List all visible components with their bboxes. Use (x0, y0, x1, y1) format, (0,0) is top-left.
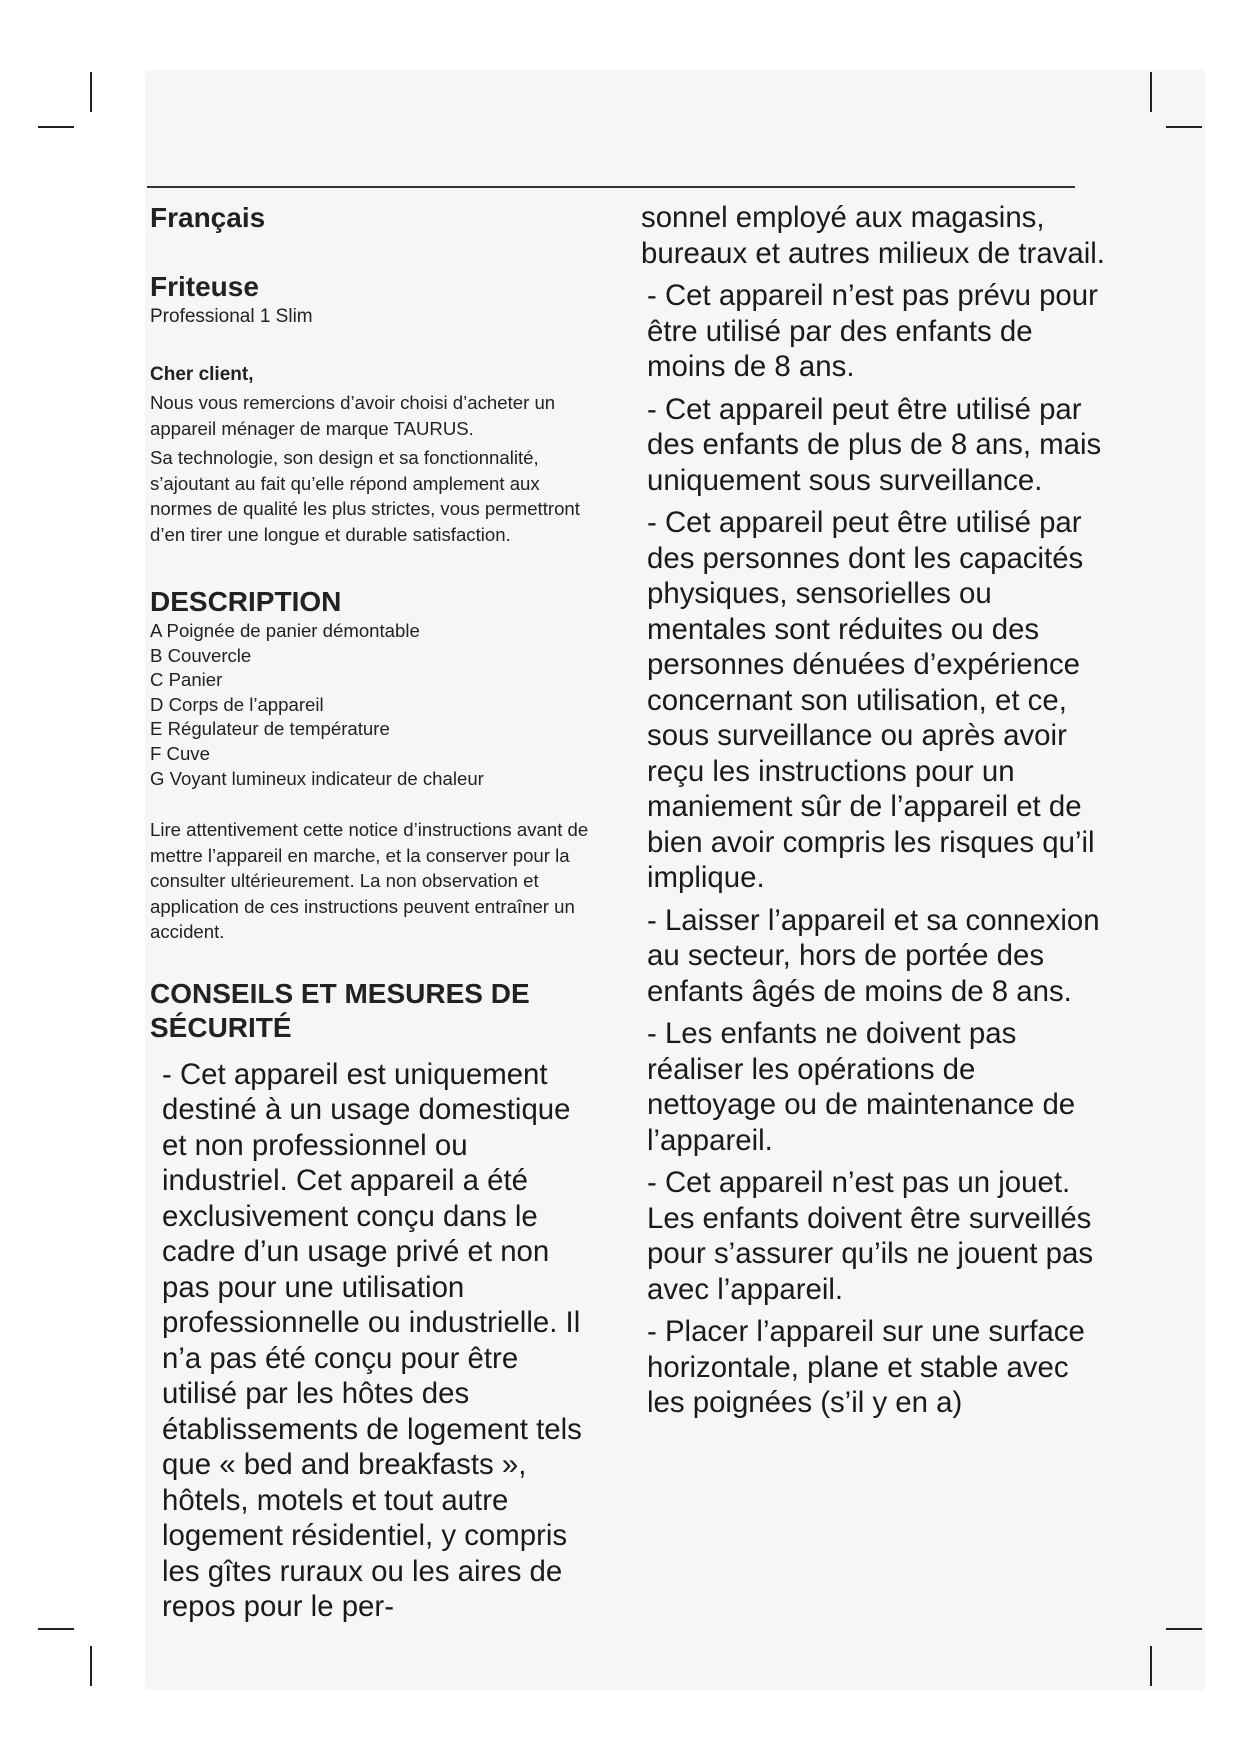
crop-mark-top-left-horizontal (38, 126, 74, 128)
crop-mark-bottom-right-vertical (1150, 1646, 1152, 1686)
safety-item: - Placer l’appareil sur une surface horizontale, plane et stable avec les poignées (s’il y en a) (647, 1315, 1085, 1419)
description-item: G Voyant lumineux indicateur de chaleur (150, 767, 484, 789)
product-model: Professional 1 Slim (150, 306, 313, 327)
crop-mark-top-right-horizontal (1166, 126, 1202, 128)
description-item: A Poignée de panier démontable (150, 620, 420, 641)
description-heading: DESCRIPTION (150, 586, 342, 617)
product-title: Friteuse (150, 271, 259, 302)
safety-item: - Cet appareil est uniquement destiné à un usage domestique et non professionnel ou industriel. Cet appareil a été exclusivement conçu dans le cadre d’un usage privé et non pas pour une utilisation professionnelle ou industrielle. Il n’a pas été conçu pour être utilisé par les hôtes des établissements de logement tels que « bed and breakfasts », hôtels, motels et tout autre logement résidentiel, y compris les gîtes ruraux ou les aires de repos pour le per- (162, 1057, 582, 1624)
safety-heading: CONSEILS ET MESURES DE SÉCURITÉ (150, 977, 530, 1043)
safety-continuation: sonnel employé aux magasins, bureaux et autres milieux de travail. (641, 201, 1105, 270)
safety-item: - Cet appareil peut être utilisé par des personnes dont les capacités physiques, sensorielles ou mentales sont réduites ou des personnes dénuées d’expérience concernant son utilisation, et ce, sous surveillance ou après avoir reçu les instructions pour un maniement sûr de l’appareil et de bien avoir compris les risques qu’il implique. (647, 506, 1095, 894)
header-rule (147, 186, 1075, 188)
safety-item: - Cet appareil n’est pas un jouet. Les enfants doivent être surveillés pour s’assurer qu’ils ne jouent pas avec l’appareil. (647, 1166, 1094, 1306)
right-column (641, 200, 1111, 1428)
description-item: D Corps de l’appareil (150, 693, 324, 715)
crop-mark-bottom-left-vertical (90, 1646, 92, 1686)
safety-item: - Cet appareil peut être utilisé par des enfants de plus de 8 ans, mais uniquement sous surveillance. (647, 392, 1102, 497)
description-item: F Cuve (150, 742, 210, 764)
crop-mark-bottom-right-horizontal (1166, 1628, 1202, 1630)
intro-paragraph: Nous vous remercions d’avoir choisi d’acheter un appareil ménager de marque TAURUS. (150, 392, 556, 439)
safety-item: - Laisser l’appareil et sa connexion au secteur, hors de portée des enfants âgés de moins de 8 ans. (647, 903, 1100, 1008)
safety-item: - Les enfants ne doivent pas réaliser les opérations de nettoyage ou de maintenance de l’appareil. (647, 1017, 1076, 1157)
left-column (150, 200, 600, 1632)
description-item: E Régulateur de température (150, 718, 390, 740)
description-item: B Couvercle (150, 644, 252, 666)
description-item: C Panier (150, 669, 223, 691)
safety-item: - Cet appareil n’est pas prévu pour être utilisé par des enfants de moins de 8 ans. (647, 279, 1098, 383)
language-heading: Français (150, 202, 266, 233)
description-list (150, 619, 600, 791)
instructions-notice: Lire attentivement cette notice d’instructions avant de mettre l’appareil en marche, et la conserver pour la consulter ultérieurement. La non observation et application de ces instructions peuvent entraîner un accident. (150, 819, 589, 943)
greeting: Cher client, (150, 364, 254, 385)
crop-mark-top-left-vertical (90, 72, 92, 112)
intro-paragraph: Sa technologie, son design et sa fonctionnalité, s’ajoutant au fait qu’elle répond amplement aux normes de qualité les plus strictes, vous permettront d’en tirer une longue et durable satisfaction. (150, 447, 580, 545)
crop-mark-bottom-left-horizontal (38, 1628, 74, 1630)
crop-mark-top-right-vertical (1150, 72, 1152, 112)
